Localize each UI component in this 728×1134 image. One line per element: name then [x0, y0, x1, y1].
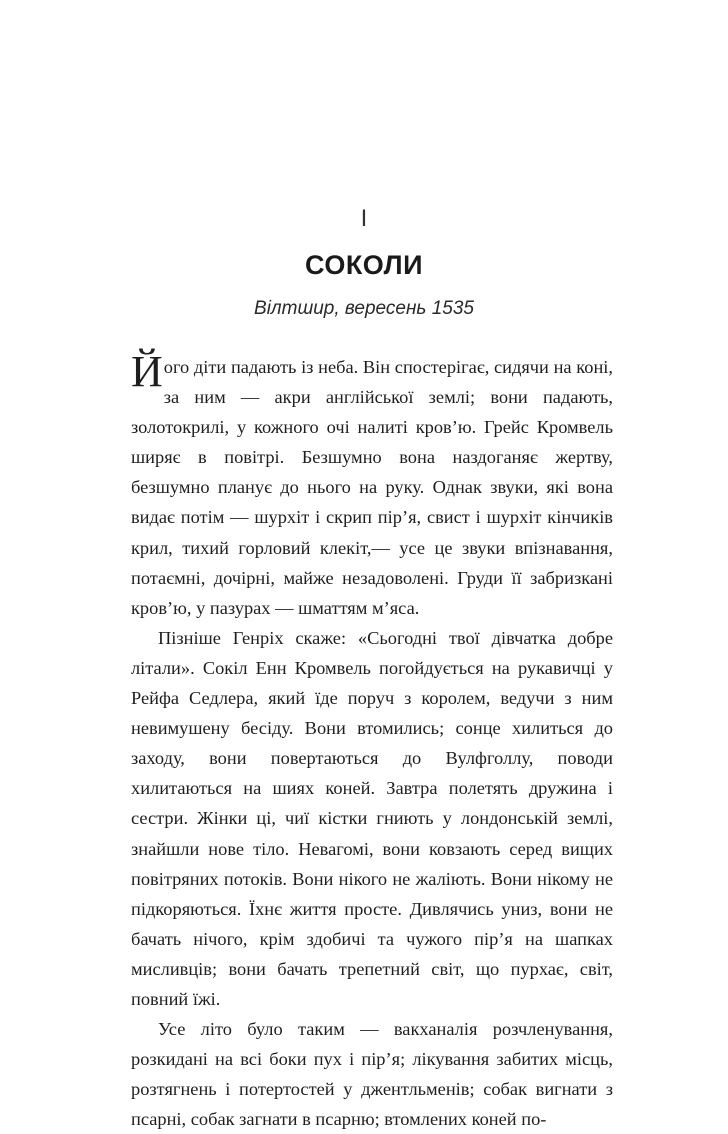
- paragraph-1-text: ого діти падають із неба. Він спостерігає, сидячи на коні, за ним — акри англійської землі; вони падають, золотокрилі, у кожного очі налиті кров’ю. Грейс Кромвель ширяє в повітрі. Безшумно вона наздоганяє жертву, безшумно планує до нього на руку. Однак звуки, які вона видає потім — шурхіт і скрип пір’я, свист і шурхіт кінчиків крил, тихий горловий клекіт,— усе це звуки впізнавання, потаємні, дочірні, майже незадоволені. Груди її забризкані кров’ю, у пазурах — шматтям м’яса.: [131, 357, 613, 618]
- chapter-number: I: [360, 205, 368, 232]
- chapter-subtitle: Вілтшир, вересень 1535: [254, 298, 474, 319]
- paragraph-1: [131, 347, 613, 623]
- paragraph-3: Усе літо було таким — вакханалія розчленування, розкидані на всі боки пух і пір’я; лікування забитих місць, розтягнень і потертостей у джентльменів; собак вигнати з псарні, собак загнати в псарню; втомлених коней по-: [131, 1019, 613, 1130]
- drop-cap: Й: [131, 347, 163, 396]
- chapter-title: СОКОЛИ: [305, 250, 423, 280]
- paragraph-2: Пізніше Генріх скаже: «Сьогодні твої дівчатка добре літали». Сокіл Енн Кромвель погойдується на рукавичці у Рейфа Седлера, який їде поруч з королем, ведучи з ним невимушену бесіду. Вони втомились; сонце хилиться до заходу, вони повертаються до Вулфголлу, поводи хилитаються на шиях коней. Завтра полетять дружина і сестри. Жінки ці, чиї кістки гниють у лондонській землі, знайшли нове тіло. Невагомі, вони ковзають серед вищих повітряних потоків. Вони нікого не жаліють. Вони нікому не підкоряються. Їхнє життя просте. Дивлячись униз, вони не бачать нічого, крім здобичі та чужого пір’я на шапках мисливців; вони бачать трепетний світ, що пурхає, світ, повний їжі.: [131, 627, 613, 1009]
- chapter-body: [131, 347, 613, 1134]
